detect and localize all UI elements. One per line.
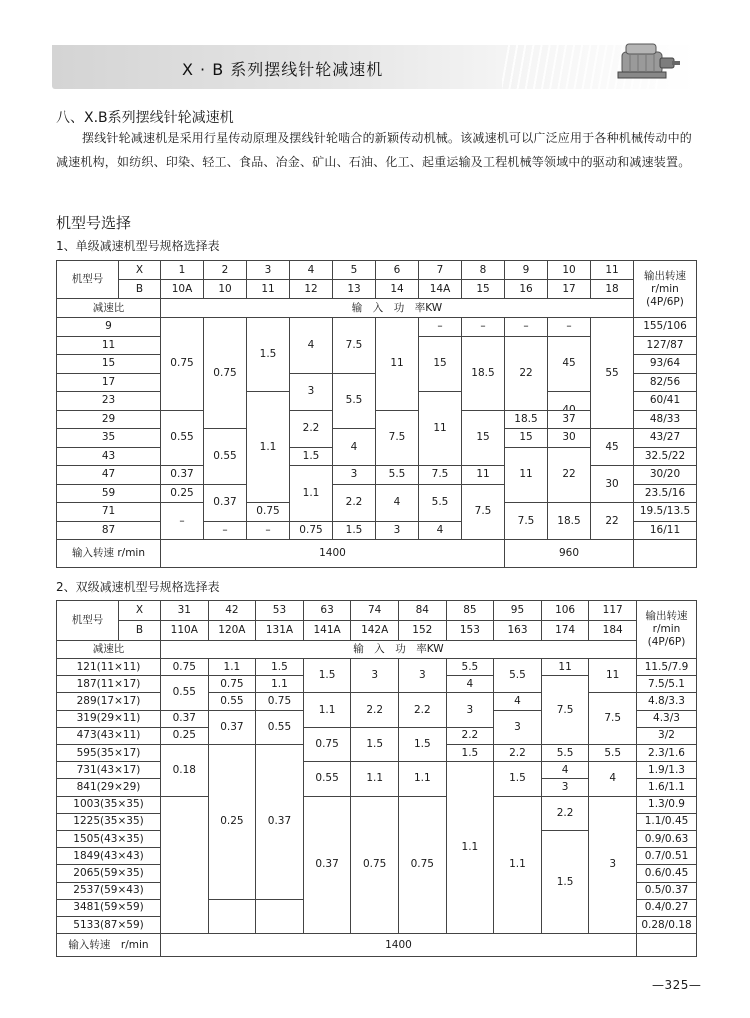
power-cell: 3	[398, 658, 447, 693]
ratio-cell: 121(11×11)	[56, 658, 161, 676]
power-cell: 4	[493, 692, 542, 710]
power-cell: 2.2	[446, 727, 495, 745]
output-speed-cell: 3/2	[636, 727, 697, 745]
ratio-cell: 43	[56, 447, 161, 467]
power-cell: –	[246, 521, 290, 541]
power-cell: 1.1	[208, 658, 257, 676]
power-cell: 1.1	[350, 761, 399, 796]
b-model-cell: 142A	[350, 620, 399, 641]
power-cell: 2.2	[493, 744, 542, 762]
power-cell: 0.55	[203, 428, 247, 485]
ratio-cell: 5133(87×59)	[56, 916, 161, 934]
power-cell: 1.5	[255, 658, 304, 676]
power-cell: 5.5	[446, 658, 495, 676]
power-cell: 55	[590, 317, 634, 429]
power-cell: 15	[461, 410, 505, 467]
output-speed-cell: 7.5/5.1	[636, 675, 697, 693]
output-speed-cell: 2.3/1.6	[636, 744, 697, 762]
output-speed-cell: 11.5/7.9	[636, 658, 697, 676]
ratio-cell: 59	[56, 484, 161, 504]
input-speed-value: 960	[504, 539, 634, 568]
power-cell: 1.1	[255, 675, 304, 693]
power-cell: 22	[547, 447, 591, 504]
power-cell: 1.5	[246, 317, 290, 392]
b-model-cell: 120A	[208, 620, 257, 641]
power-cell: 4	[332, 428, 376, 466]
ratio-cell: 29	[56, 410, 161, 430]
power-cell: 0.37	[303, 796, 352, 935]
output-speed-header: 输出转速 r/min (4P/6P)	[636, 600, 697, 659]
power-cell: 1.5	[541, 830, 590, 934]
output-speed-cell: 19.5/13.5	[633, 502, 697, 522]
power-cell: 45	[590, 428, 634, 466]
power-cell: 5.5	[332, 373, 376, 430]
power-cell: 0.55	[208, 692, 257, 710]
power-cell: –	[547, 317, 591, 337]
power-cell: 0.37	[160, 710, 209, 728]
power-cell: 7.5	[418, 465, 462, 485]
double-stage-spec-table	[56, 600, 696, 957]
ratio-cell: 595(35×17)	[56, 744, 161, 762]
power-cell: –	[461, 317, 505, 337]
output-speed-cell: 4.3/3	[636, 710, 697, 728]
output-speed-cell: 1.9/1.3	[636, 761, 697, 779]
power-cell: 0.75	[398, 796, 447, 935]
power-cell: 1.5	[303, 658, 352, 693]
output-speed-cell: 93/64	[633, 354, 697, 374]
power-cell: 4	[418, 521, 462, 541]
x-model-cell: 84	[398, 600, 447, 621]
b-model-cell: 10A	[160, 279, 204, 299]
section-heading: 八、X.B系列摆线针轮减速机	[56, 110, 234, 126]
x-model-cell: 31	[160, 600, 209, 621]
x-model-cell: 106	[541, 600, 590, 621]
power-cell: –	[160, 502, 204, 540]
b-model-cell: 11	[246, 279, 290, 299]
b-model-cell: 10	[203, 279, 247, 299]
power-cell: 1.5	[493, 761, 542, 796]
ratio-cell: 473(43×11)	[56, 727, 161, 745]
ratio-cell: 1849(43×43)	[56, 847, 161, 865]
ratio-cell: 2537(59×43)	[56, 882, 161, 900]
power-cell: 0.37	[208, 710, 257, 745]
power-cell: 2.2	[350, 692, 399, 727]
power-cell: 0.75	[289, 521, 333, 541]
page-number: —325—	[652, 978, 702, 992]
output-speed-cell: 23.5/16	[633, 484, 697, 504]
power-cell: 18.5	[547, 502, 591, 540]
output-speed-cell: 1.3/0.9	[636, 796, 697, 814]
output-speed-cell: 30/20	[633, 465, 697, 485]
power-cell: 1.1	[246, 391, 290, 503]
row-x-label-cell: X	[118, 600, 161, 621]
power-cell: 7.5	[504, 502, 548, 540]
power-cell: 0.75	[246, 502, 290, 522]
x-model-cell: 95	[493, 600, 542, 621]
power-cell: 1.5	[289, 447, 333, 467]
power-cell: 7.5	[461, 484, 505, 541]
b-model-cell: 141A	[303, 620, 352, 641]
power-cell: 0.18	[160, 744, 209, 797]
output-speed-cell: 32.5/22	[633, 447, 697, 467]
x-model-cell: 2	[203, 260, 247, 280]
input-power-header: 输 入 功 率KW	[160, 298, 634, 318]
output-speed-cell: 4.8/3.3	[636, 692, 697, 710]
b-model-cell: 14	[375, 279, 419, 299]
power-cell: 1.5	[350, 727, 399, 762]
output-speed-cell: 1.6/1.1	[636, 778, 697, 796]
output-speed-cell: 0.6/0.45	[636, 864, 697, 882]
power-cell: 0.75	[160, 658, 209, 676]
x-model-cell: 6	[375, 260, 419, 280]
selection-heading: 机型号选择	[56, 214, 132, 232]
power-cell: 0.75	[350, 796, 399, 935]
power-cell: 0.75	[160, 317, 204, 411]
power-cell: 0.75	[203, 317, 247, 429]
power-cell: 0.55	[160, 675, 209, 710]
table2-title: 2、双级减速机型号规格选择表	[56, 580, 220, 594]
power-cell: 4	[289, 317, 333, 374]
input-speed-value: 1400	[160, 539, 505, 568]
power-cell: 7.5	[375, 410, 419, 467]
power-cell: 0.75	[255, 692, 304, 710]
power-cell	[208, 899, 257, 934]
power-cell: 1.1	[303, 692, 352, 727]
ratio-cell: 15	[56, 354, 161, 374]
table1-title: 1、单级减速机型号规格选择表	[56, 239, 220, 253]
output-speed-blank	[633, 539, 697, 568]
row-b-label-cell: B	[118, 620, 161, 641]
power-cell: 0.55	[255, 710, 304, 745]
output-speed-cell: 0.4/0.27	[636, 899, 697, 917]
b-model-cell: 153	[446, 620, 495, 641]
power-cell: 2.2	[289, 410, 333, 448]
output-speed-cell: 0.5/0.37	[636, 882, 697, 900]
row-b-label-cell: B	[118, 279, 161, 299]
x-model-cell: 4	[289, 260, 333, 280]
input-power-header: 输 入 功 率KW	[160, 640, 637, 659]
power-cell: 1.5	[332, 521, 376, 541]
power-cell: 11	[588, 658, 637, 693]
ratio-cell: 2065(59×35)	[56, 864, 161, 882]
power-cell: 1.5	[398, 727, 447, 762]
x-model-cell: 42	[208, 600, 257, 621]
power-cell: 5.5	[375, 465, 419, 485]
ratio-cell: 35	[56, 428, 161, 448]
model-label-cell: 机型号	[56, 600, 119, 641]
x-model-cell: 1	[160, 260, 204, 280]
power-cell: 30	[590, 465, 634, 503]
power-cell: 3	[289, 373, 333, 411]
b-model-cell: 152	[398, 620, 447, 641]
power-cell: 4	[588, 761, 637, 796]
power-cell: 5.5	[541, 744, 590, 762]
ratio-cell: 187(11×17)	[56, 675, 161, 693]
b-model-cell: 131A	[255, 620, 304, 641]
row-x-label-cell: X	[118, 260, 161, 280]
output-speed-cell: 43/27	[633, 428, 697, 448]
intro-paragraph: 摆线针轮减速机是采用行星传动原理及摆线针轮啮合的新颖传动机械。该减速机可以广泛应用于各种机械传动中的减速机构，如纺织、印染、轻工、食品、冶金、矿山、石油、化工、起重运输及工程机械等领域中的驱动和减速装置。	[56, 131, 693, 169]
power-cell: 7.5	[541, 675, 590, 745]
power-cell: 15	[418, 336, 462, 393]
power-cell: 18.5	[504, 410, 548, 430]
b-model-cell: 15	[461, 279, 505, 299]
x-model-cell: 7	[418, 260, 462, 280]
b-model-cell: 163	[493, 620, 542, 641]
power-cell: 0.25	[160, 727, 209, 745]
power-cell: 4	[375, 484, 419, 522]
power-cell: –	[504, 317, 548, 337]
b-model-cell: 17	[547, 279, 591, 299]
output-speed-cell: 48/33	[633, 410, 697, 430]
power-cell: –	[418, 317, 462, 337]
power-cell: 22	[590, 502, 634, 540]
power-cell: 0.37	[160, 465, 204, 485]
x-model-cell: 9	[504, 260, 548, 280]
power-cell: 3	[493, 710, 542, 745]
ratio-cell: 319(29×11)	[56, 710, 161, 728]
output-speed-blank	[636, 933, 697, 957]
ratio-label-cell: 减速比	[56, 640, 161, 659]
output-speed-cell: 0.28/0.18	[636, 916, 697, 934]
reducer-motor-icon	[616, 32, 682, 88]
power-cell: 5.5	[588, 744, 637, 762]
power-cell: 0.37	[203, 484, 247, 522]
x-model-cell: 85	[446, 600, 495, 621]
power-cell: 0.75	[208, 675, 257, 693]
power-cell: 2.2	[541, 796, 590, 831]
x-model-cell: 11	[590, 260, 634, 280]
ratio-cell: 841(29×29)	[56, 778, 161, 796]
power-cell: 37	[547, 410, 591, 430]
power-cell: 3	[446, 692, 495, 727]
power-cell: 11	[504, 447, 548, 504]
x-model-cell: 74	[350, 600, 399, 621]
b-model-cell: 16	[504, 279, 548, 299]
input-speed-label: 输入转速 r/min	[56, 933, 161, 957]
input-speed-value: 1400	[160, 933, 637, 957]
ratio-cell: 11	[56, 336, 161, 356]
power-cell: 0.55	[303, 761, 352, 796]
power-cell: 1.5	[446, 744, 495, 762]
power-cell: 5.5	[493, 658, 542, 693]
output-speed-cell: 82/56	[633, 373, 697, 393]
b-model-cell: 174	[541, 620, 590, 641]
ratio-cell: 17	[56, 373, 161, 393]
x-model-cell: 10	[547, 260, 591, 280]
b-model-cell: 18	[590, 279, 634, 299]
power-cell: 11	[375, 317, 419, 411]
output-speed-cell: 16/11	[633, 521, 697, 541]
output-speed-cell: 60/41	[633, 391, 697, 411]
output-speed-cell: 127/87	[633, 336, 697, 356]
power-cell: 11	[461, 465, 505, 485]
power-cell: 22	[504, 336, 548, 411]
power-cell: 3	[375, 521, 419, 541]
ratio-label-cell: 减速比	[56, 298, 161, 318]
ratio-cell: 289(17×17)	[56, 692, 161, 710]
single-stage-spec-table	[56, 260, 696, 568]
power-cell: 15	[504, 428, 548, 448]
ratio-cell: 1505(43×35)	[56, 830, 161, 848]
power-cell: 11	[541, 658, 590, 676]
power-cell: 1.1	[493, 796, 542, 935]
power-cell: 3	[541, 778, 590, 796]
output-speed-cell: 0.7/0.51	[636, 847, 697, 865]
b-model-cell: 13	[332, 279, 376, 299]
power-cell: 18.5	[461, 336, 505, 411]
ratio-cell: 23	[56, 391, 161, 411]
b-model-cell: 184	[588, 620, 637, 641]
power-cell	[160, 796, 209, 935]
power-cell: 4	[446, 675, 495, 693]
output-speed-cell: 1.1/0.45	[636, 813, 697, 831]
power-cell: 2.2	[398, 692, 447, 727]
power-cell: 2.2	[332, 484, 376, 522]
b-model-cell: 12	[289, 279, 333, 299]
output-speed-cell: 0.9/0.63	[636, 830, 697, 848]
x-model-cell: 63	[303, 600, 352, 621]
power-cell: 0.25	[160, 484, 204, 504]
ratio-cell: 71	[56, 502, 161, 522]
b-model-cell: 14A	[418, 279, 462, 299]
power-cell: 1.1	[446, 761, 495, 934]
output-speed-cell: 155/106	[633, 317, 697, 337]
page-title: X · B 系列摆线针轮减速机	[182, 60, 384, 79]
header-banner	[52, 45, 696, 89]
power-cell: 4	[541, 761, 590, 779]
output-speed-header: 输出转速 r/min (4P/6P)	[633, 260, 697, 318]
power-cell	[255, 899, 304, 934]
power-cell: 30	[547, 428, 591, 448]
x-model-cell: 53	[255, 600, 304, 621]
power-cell: 3	[588, 796, 637, 935]
ratio-cell: 87	[56, 521, 161, 541]
power-cell: 3	[332, 465, 376, 485]
power-cell: 0.37	[255, 744, 304, 900]
power-cell: 1.1	[398, 761, 447, 796]
x-model-cell: 3	[246, 260, 290, 280]
power-cell: 3	[350, 658, 399, 693]
x-model-cell: 117	[588, 600, 637, 621]
ratio-cell: 1225(35×35)	[56, 813, 161, 831]
x-model-cell: 5	[332, 260, 376, 280]
power-cell: 0.25	[208, 744, 257, 900]
input-speed-label: 输入转速 r/min	[56, 539, 161, 568]
ratio-cell: 731(43×17)	[56, 761, 161, 779]
power-cell: 0.55	[160, 410, 204, 467]
power-cell: –	[203, 521, 247, 541]
power-cell: 11	[418, 391, 462, 466]
model-label-cell: 机型号	[56, 260, 119, 299]
power-cell: 45	[547, 336, 591, 393]
ratio-cell: 3481(59×59)	[56, 899, 161, 917]
power-cell: 1.1	[289, 465, 333, 522]
b-model-cell: 110A	[160, 620, 209, 641]
ratio-cell: 9	[56, 317, 161, 337]
power-cell: 7.5	[588, 692, 637, 745]
ratio-cell: 1003(35×35)	[56, 796, 161, 814]
x-model-cell: 8	[461, 260, 505, 280]
power-cell: 0.75	[303, 727, 352, 762]
power-cell: 7.5	[332, 317, 376, 374]
power-cell: 5.5	[418, 484, 462, 522]
ratio-cell: 47	[56, 465, 161, 485]
